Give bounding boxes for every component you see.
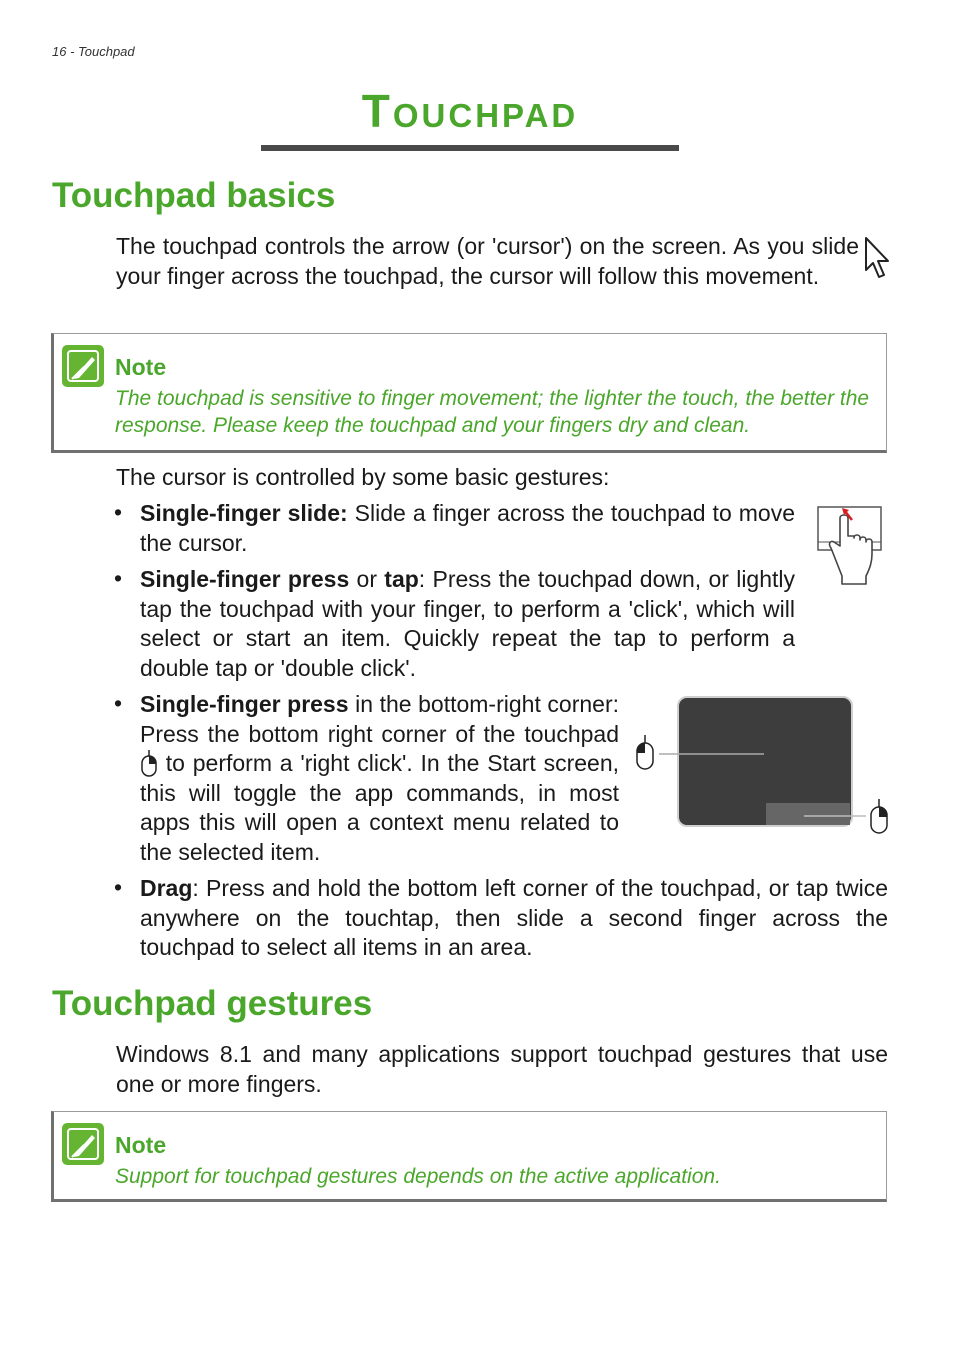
list-item-text: : Press the touchpad down, or lightly tap the touchpad with your finger, to perform a 'click', which will select or start an item. Quickly repeat the tap to perform a double tap or 'double click'. bbox=[140, 566, 796, 681]
mouse-right-icon bbox=[871, 799, 887, 833]
list-item-bold: Single-finger press bbox=[140, 691, 349, 717]
bullet-marker: • bbox=[114, 690, 123, 716]
note-box-gestures bbox=[51, 1111, 887, 1202]
hand-tap-icon bbox=[816, 506, 884, 586]
list-item-text: to perform a 'right click'. In the Start screen, this will toggle the app commands, in most apps this will open a context menu related to the selected item. bbox=[140, 750, 619, 865]
basics-intro: The touchpad controls the arrow (or 'cursor') on the screen. As you slide your finger across the touchpad, the cursor will follow this movement. bbox=[116, 233, 859, 289]
gestures-section-intro: Windows 8.1 and many applications support touchpad gestures that use one or more fingers. bbox=[116, 1041, 888, 1097]
list-item-text: : Press and hold the bottom left corner of the touchpad, or tap twice anywhere on the touchtap, then slide a second finger across the touchpad to select all items in an area. bbox=[140, 875, 888, 960]
mouse-icon bbox=[140, 749, 158, 777]
running-head: 16 - Touchpad bbox=[52, 44, 135, 59]
note-text: The touchpad is sensitive to finger movement; the lighter the touch, the better the response. Please keep the touchpad and your fingers dry and clean. bbox=[115, 387, 870, 437]
list-item-single-finger-slide bbox=[140, 499, 795, 558]
list-item-text: in the bottom-right corner: Press the bottom right corner of the touchpad bbox=[140, 691, 619, 747]
note-box-sensitivity bbox=[51, 333, 887, 453]
pencil-note-icon bbox=[62, 1123, 104, 1165]
list-item-single-finger-tap bbox=[140, 565, 795, 683]
bullet-marker: • bbox=[114, 874, 123, 900]
list-item-bold: tap bbox=[384, 566, 419, 592]
list-item-text: Slide a finger across the touchpad to move the cursor. bbox=[140, 500, 795, 556]
mouse-left-icon bbox=[637, 735, 653, 769]
chapter-title-rest: OUCHPAD bbox=[392, 97, 579, 134]
list-item-text: or bbox=[349, 566, 385, 592]
chapter-rule bbox=[261, 145, 679, 151]
bullet-marker: • bbox=[114, 565, 123, 591]
list-item-bold: Drag bbox=[140, 875, 193, 901]
bullet-marker: • bbox=[114, 499, 123, 525]
list-item-bold: Single-finger press bbox=[140, 566, 350, 592]
section-title-basics: Touchpad basics bbox=[52, 176, 336, 215]
gestures-intro: The cursor is controlled by some basic gestures: bbox=[116, 464, 610, 490]
list-item-drag bbox=[140, 874, 888, 963]
note-title: Note bbox=[115, 354, 167, 380]
chapter-title-initial: T bbox=[361, 85, 393, 137]
chapter-title bbox=[0, 84, 940, 138]
touchpad-illustration bbox=[632, 696, 896, 836]
note-text: Support for touchpad gestures depends on the active application. bbox=[115, 1165, 721, 1188]
pencil-note-icon bbox=[62, 345, 104, 387]
note-title: Note bbox=[115, 1132, 167, 1158]
list-item-bold: Single-finger slide: bbox=[140, 500, 348, 526]
list-item-right-click bbox=[140, 690, 619, 867]
section-title-gestures: Touchpad gestures bbox=[52, 984, 373, 1023]
cursor-arrow-icon bbox=[864, 236, 892, 280]
